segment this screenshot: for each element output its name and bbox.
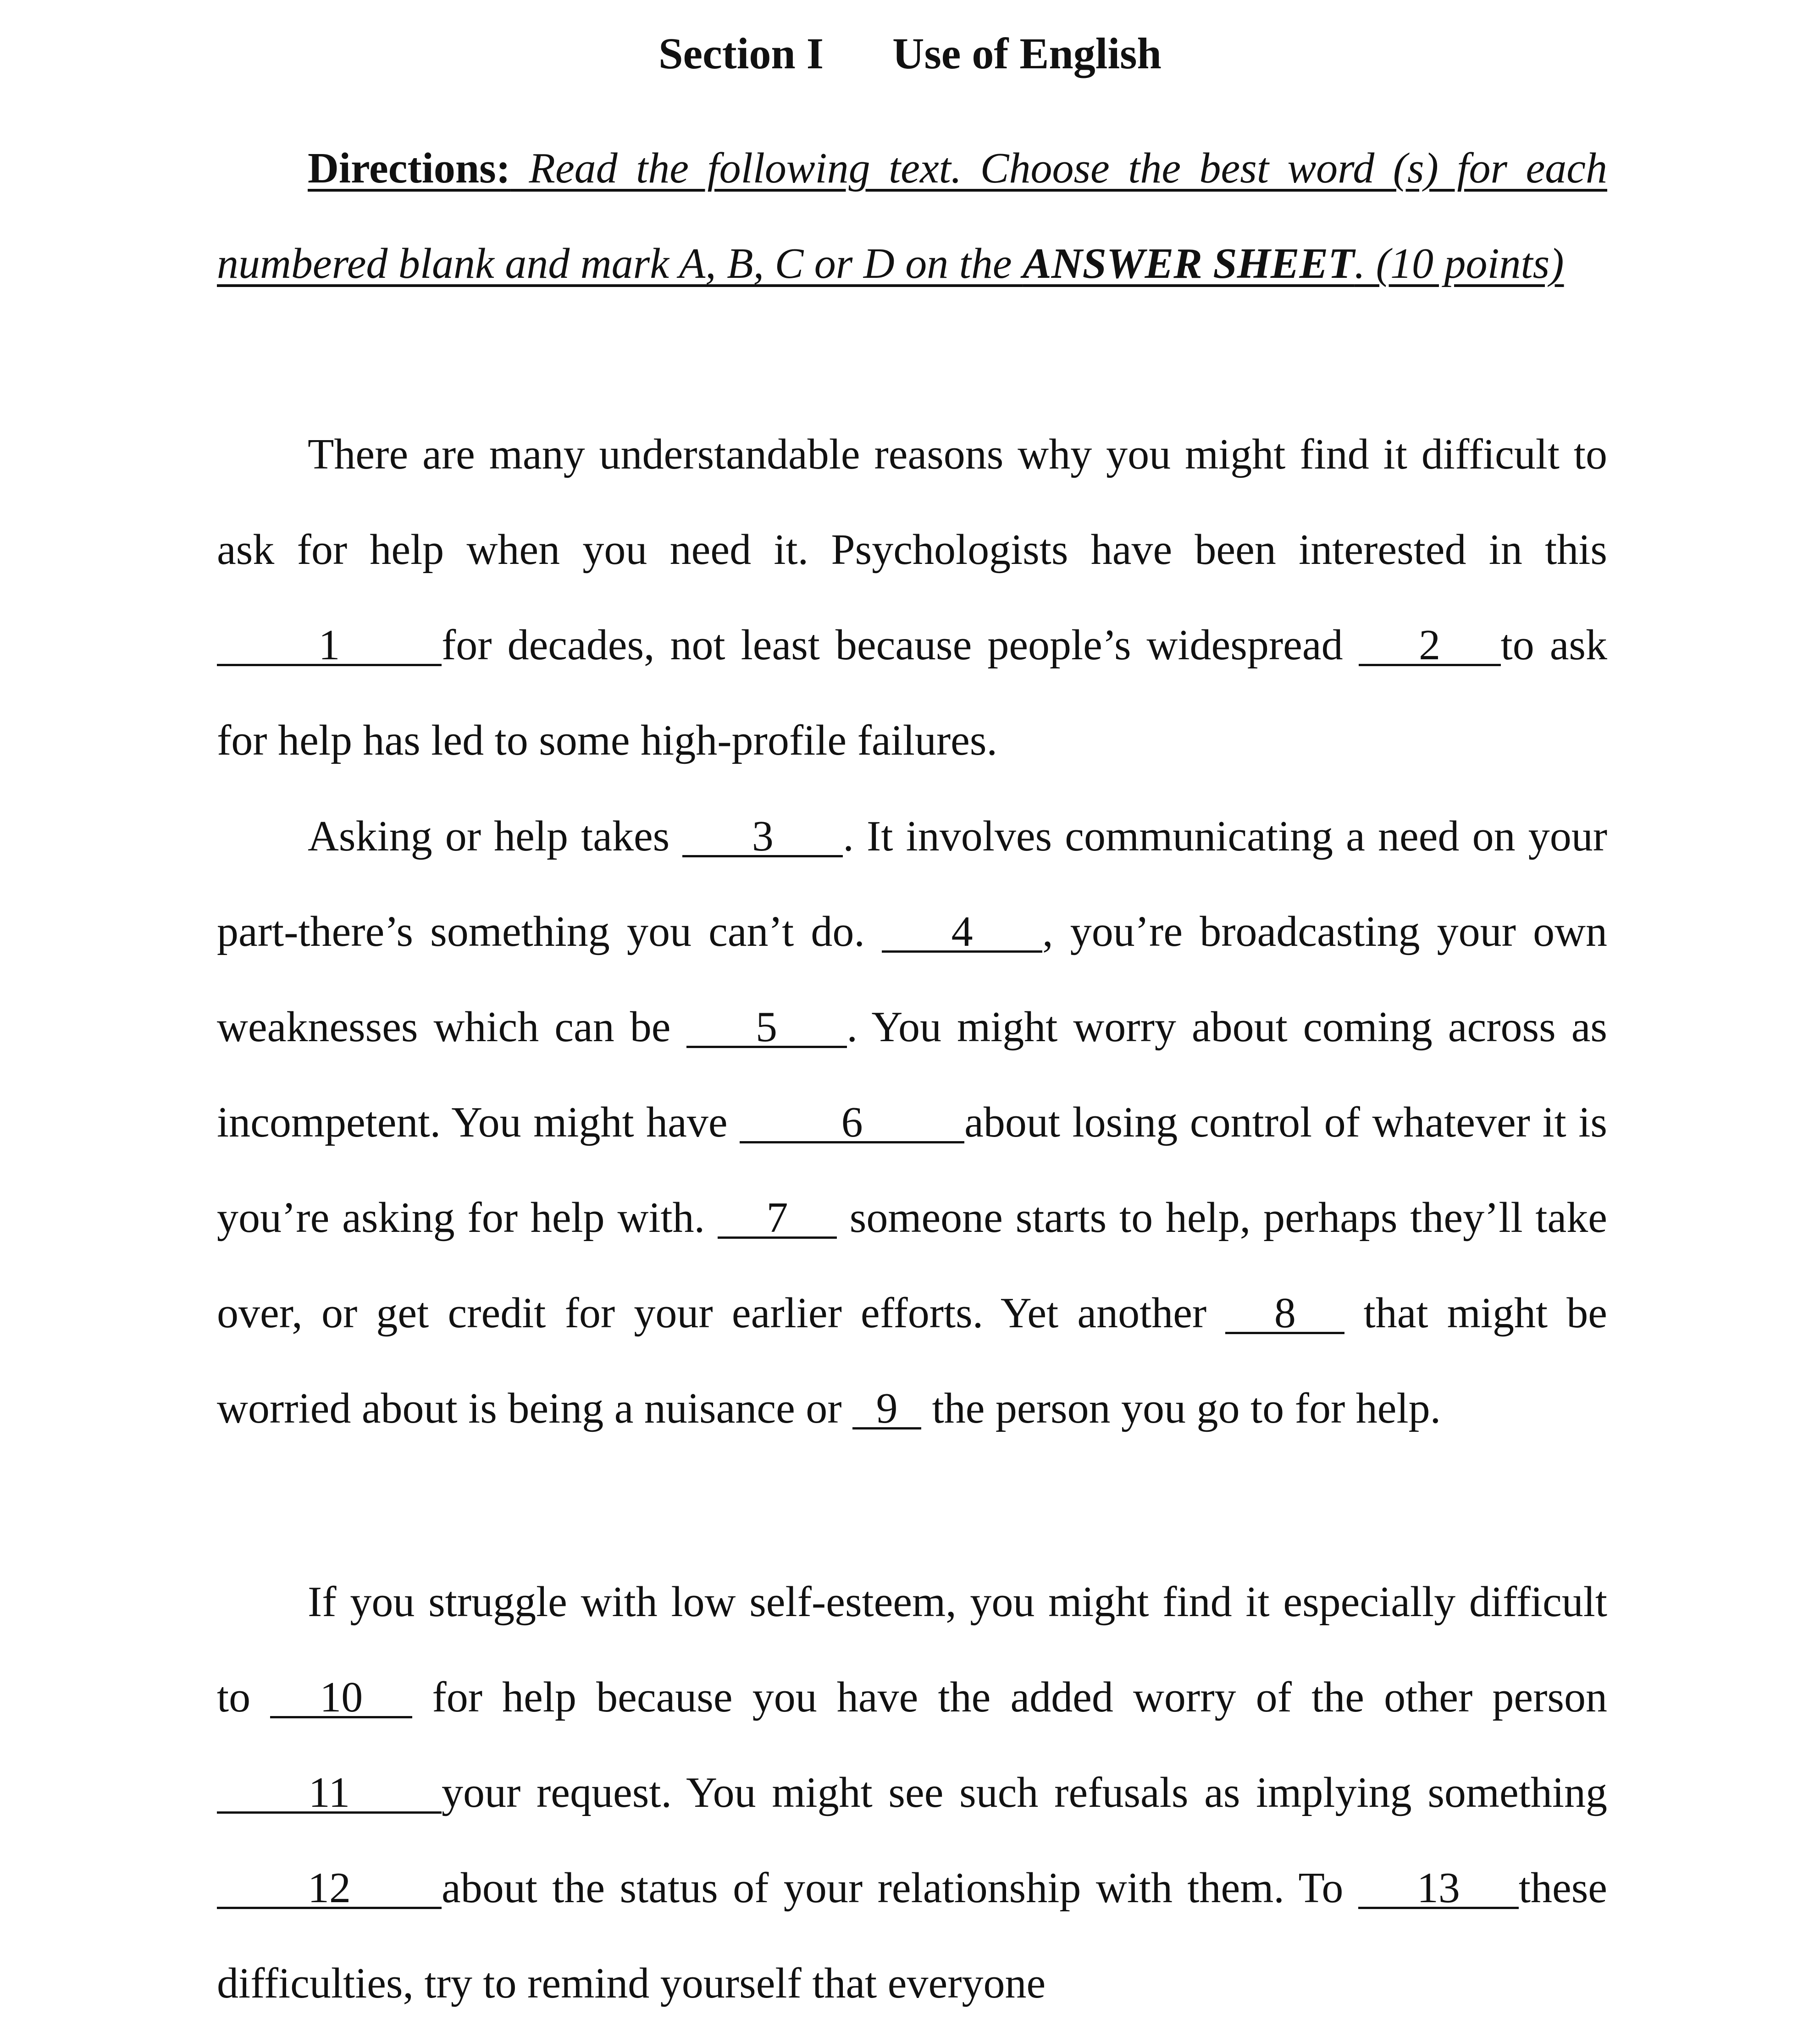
blank-13: 13	[1358, 1869, 1519, 1909]
paragraph-3	[217, 1554, 1607, 2031]
blank-7: 7	[718, 1199, 837, 1239]
section-title	[0, 24, 1820, 83]
paragraph-1	[217, 407, 1607, 788]
p3-text-2: for help because you have the added worry of the other person	[412, 1673, 1607, 1721]
p2-text-8: the person you go to for help.	[921, 1385, 1441, 1432]
p2-text-5: about losing control of whatever it is you’re asking for help with.	[217, 1098, 1607, 1242]
blank-11: 11	[217, 1774, 442, 1814]
blank-2: 2	[1359, 626, 1501, 666]
p3-text-4: about the status of your relationship with them. To	[442, 1864, 1358, 1912]
p1-text-1: There are many understandable reasons why you might find it difficult to ask for help when you need it. Psychologists have been interested in this	[217, 430, 1607, 574]
blank-10: 10	[270, 1678, 412, 1718]
blank-8: 8	[1225, 1294, 1344, 1334]
section-label: Section I	[658, 29, 824, 78]
p2-text-6: someone starts to help, perhaps they’ll take over, or get credit for your earlier efforts. Yet another	[217, 1194, 1607, 1337]
answer-sheet-label: ANSWER SHEET	[1023, 240, 1355, 287]
p1-text-3: to ask for help has led to some high-profile failures.	[217, 621, 1607, 764]
directions-points: . (10 points)	[1354, 240, 1564, 287]
blank-6: 6	[740, 1104, 964, 1143]
directions-text: Read the following text. Choose the best word (s) for each numbered blank and mark A, B, C or D on the	[217, 144, 1607, 287]
paragraph-2	[217, 789, 1607, 1456]
blank-5: 5	[686, 1008, 847, 1048]
blank-3: 3	[682, 817, 843, 857]
directions-block	[217, 121, 1607, 311]
p2-text-1: Asking or help takes	[308, 812, 683, 860]
directions-underlined	[217, 144, 1607, 287]
p2-text-2: . It involves communicating a need on your part-there’s something you can’t do.	[217, 812, 1607, 955]
p1-text-2: for decades, not least because people’s widespread	[442, 621, 1359, 669]
blank-12: 12	[217, 1869, 442, 1909]
blank-9: 9	[852, 1390, 921, 1429]
p2-text-4: . You might worry about coming across as incompetent. You might have	[217, 1003, 1607, 1146]
p3-text-3: your request. You might see such refusals as implying something	[442, 1769, 1607, 1816]
directions-label: Directions:	[308, 144, 511, 192]
section-name: Use of English	[892, 29, 1162, 78]
p3-text-1: If you struggle with low self-esteem, you might find it especially difficult to	[217, 1578, 1607, 1721]
p2-text-7: that might be worried about is being a nuisance or	[217, 1289, 1607, 1432]
p3-text-5: these difficulties, try to remind yourself that everyone	[217, 1864, 1607, 2007]
blank-1: 1	[217, 626, 442, 666]
blank-4: 4	[882, 913, 1042, 953]
p2-text-3: , you’re broadcasting your own weaknesses which can be	[217, 908, 1607, 1051]
